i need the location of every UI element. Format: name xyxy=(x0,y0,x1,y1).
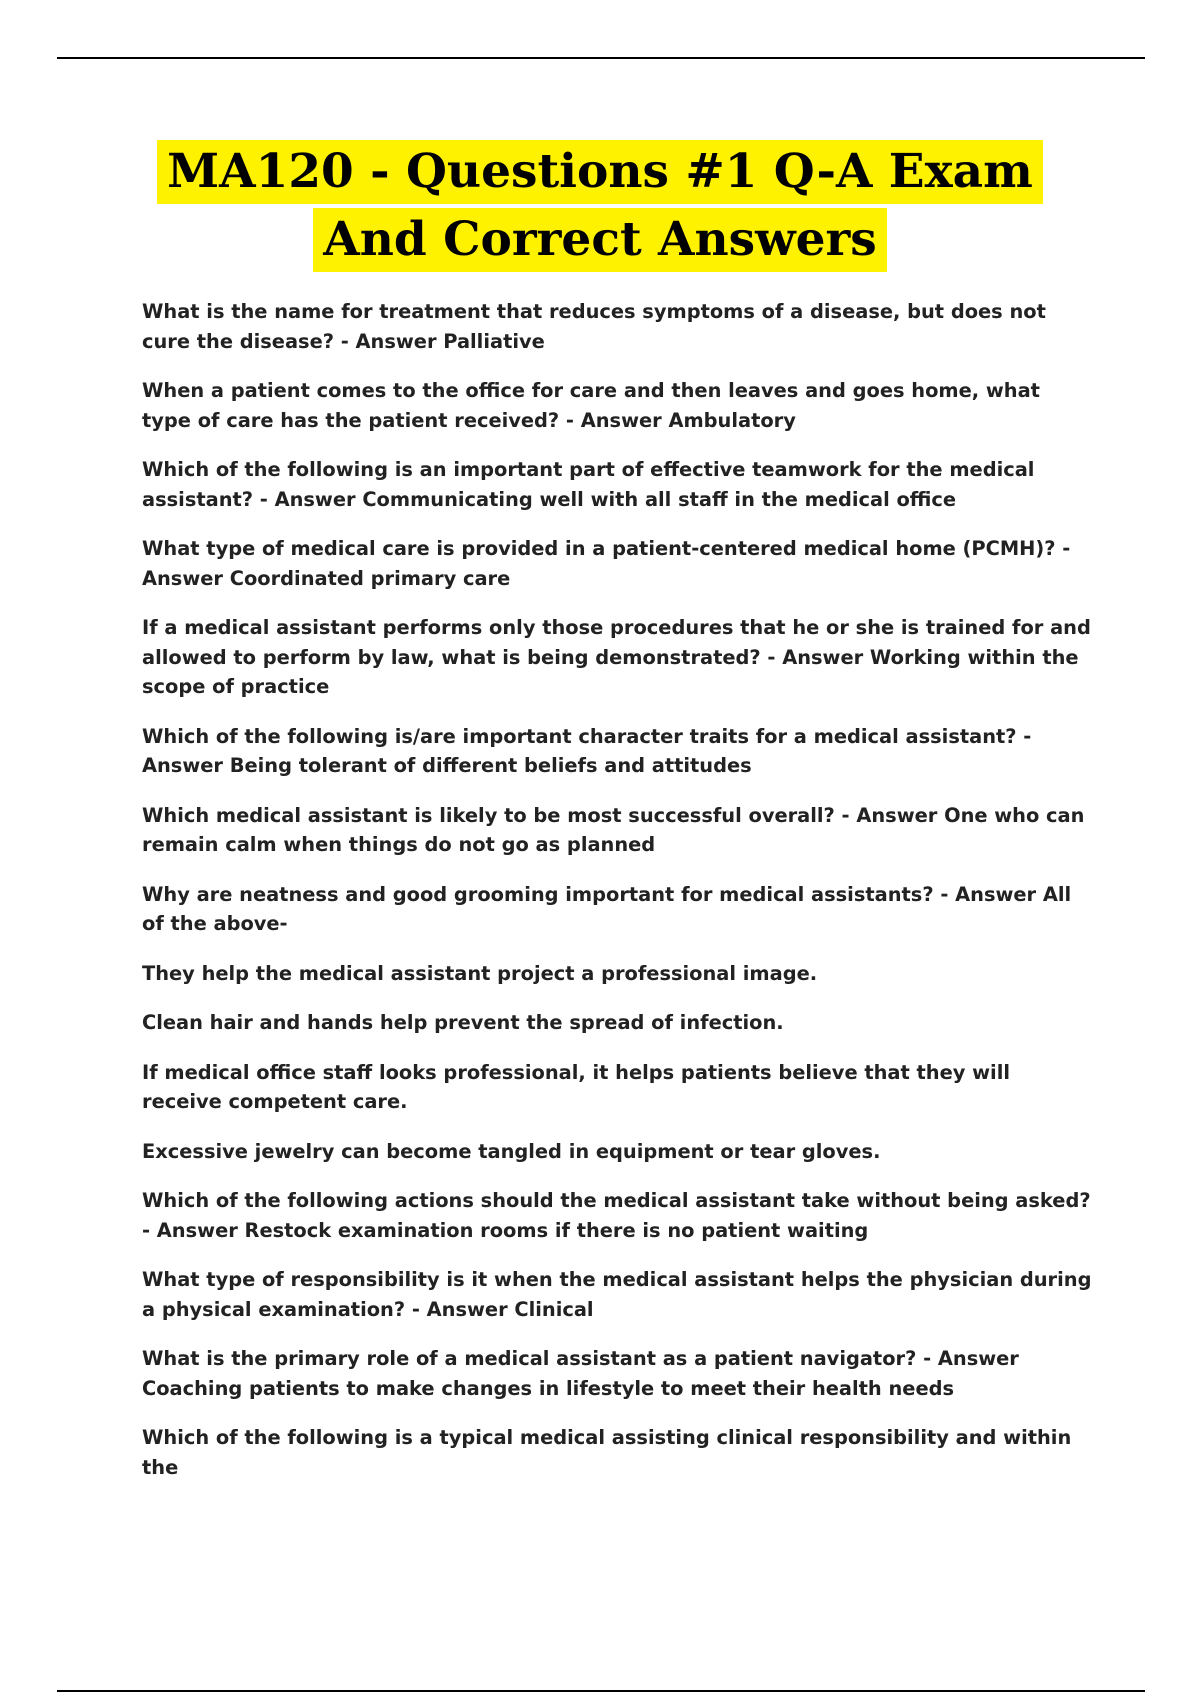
qa-paragraph: Excessive jewelry can become tangled in equipment or tear gloves. xyxy=(142,1139,881,1163)
qa-paragraph: Clean hair and hands help prevent the spread of infection. xyxy=(142,1011,784,1034)
bottom-rule xyxy=(57,1690,1145,1692)
qa-paragraph: Which of the following is/are important character traits for a medical assistant? - Answer Being tolerant of different beliefs and attitudes xyxy=(142,724,1032,777)
qa-paragraph: What type of medical care is provided in a patient-centered medical home (PCMH)? - Answer Coordinated primary care xyxy=(142,537,1071,590)
qa-paragraph: Which of the following is an important part of effective teamwork for the medical assistant? - Answer Communicating well with all staff in the medical office xyxy=(142,458,1035,511)
qa-paragraph: What is the primary role of a medical assistant as a patient navigator? - Answer Coaching patients to make changes in lifestyle to meet their health needs xyxy=(142,1347,1019,1400)
qa-paragraph: Which of the following is a typical medical assisting clinical responsibility and within the xyxy=(142,1426,1072,1479)
qa-paragraph: If medical office staff looks professional, it helps patients believe that they will receive competent care. xyxy=(142,1060,1010,1113)
qa-paragraph: What type of responsibility is it when the medical assistant helps the physician during a physical examination? - Answer Clinical xyxy=(142,1268,1092,1321)
title-line-2: And Correct Answers xyxy=(313,208,886,272)
document-title xyxy=(0,140,1200,272)
qa-paragraph: They help the medical assistant project a professional image. xyxy=(142,961,818,985)
title-line-1: MA120 - Questions #1 Q-A Exam xyxy=(157,140,1043,204)
qa-paragraph: When a patient comes to the office for care and then leaves and goes home, what type of care has the patient received? - Answer Ambulatory xyxy=(142,379,1040,432)
qa-paragraph: Which medical assistant is likely to be most successful overall? - Answer One who can remain calm when things do not go as planned xyxy=(142,803,1085,856)
qa-paragraph: Which of the following actions should the medical assistant take without being asked? - Answer Restock examination rooms if there is no patient waiting xyxy=(142,1189,1091,1242)
qa-content xyxy=(142,297,1092,1502)
qa-paragraph: Why are neatness and good grooming important for medical assistants? - Answer All of the above- xyxy=(142,882,1072,935)
top-rule xyxy=(57,57,1145,59)
qa-paragraph: What is the name for treatment that reduces symptoms of a disease, but does not cure the disease? - Answer Palliative xyxy=(142,300,1046,353)
qa-paragraph: If a medical assistant performs only those procedures that he or she is trained for and allowed to perform by law, what is being demonstrated? - Answer Working within the scope of practice xyxy=(142,616,1091,698)
